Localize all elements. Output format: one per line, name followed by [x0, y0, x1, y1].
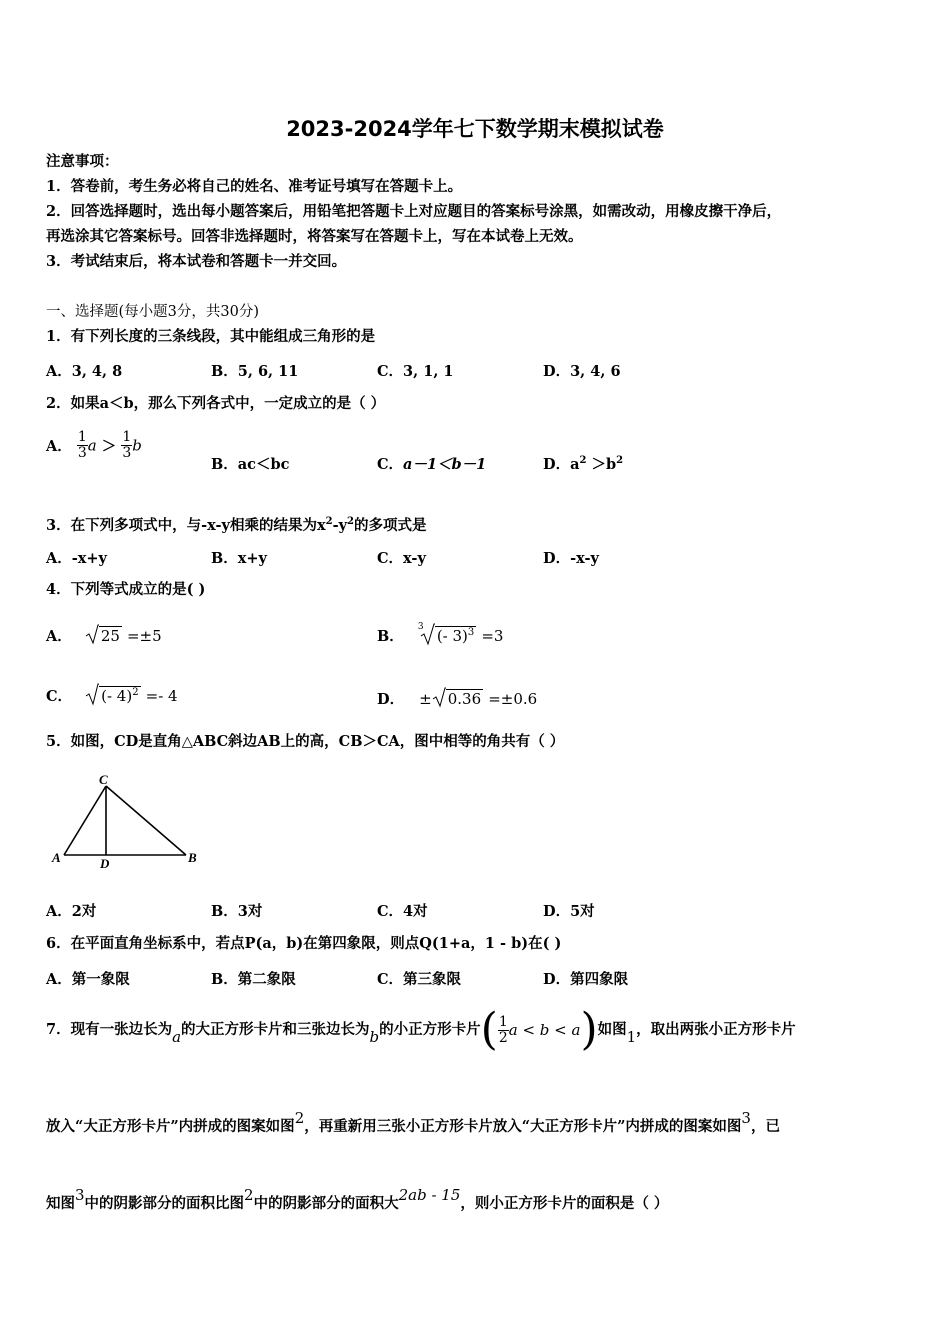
- q5-option-c: C．4对: [377, 903, 428, 920]
- question-1-stem: 1．有下列长度的三条线段，其中能组成三角形的是: [46, 328, 376, 345]
- question-2-stem: 2．如果a＜b，那么下列各式中，一定成立的是（ ）: [46, 395, 386, 412]
- q5-option-d: D．5对: [543, 903, 595, 920]
- label-b: B: [188, 850, 197, 865]
- triangle-figure: [46, 772, 216, 872]
- q3-option-d: D．-x-y: [543, 550, 599, 567]
- cube-root-sign-icon: [419, 623, 435, 647]
- notice-item: 3．考试结束后，将本试卷和答题卡一并交回。: [46, 253, 347, 270]
- q3-option-b: B．x+y: [211, 550, 267, 567]
- radical-sign-icon: [85, 683, 99, 707]
- question-7-line-2: 放入“大正方形卡片”内拼成的图案如图2，再重新用三张小正方形卡片放入“大正方形卡片”内拼成的图案如图3，已: [46, 1109, 780, 1135]
- q2-option-d: D．$a^2 >b^2$: [543, 455, 624, 473]
- q2-option-c: C．a－1＜b－1: [377, 456, 487, 473]
- q1-option-a: A．3, 4, 8: [46, 363, 123, 380]
- q3-option-c: C．x-y: [377, 550, 426, 567]
- notice-item: 再选涂其它答案标号。回答非选择题时，将答案写在答题卡上，写在本试卷上无效。: [46, 228, 583, 245]
- radical-sign-icon: [432, 687, 446, 709]
- q5-option-a: A．2对: [46, 903, 97, 920]
- notice-item: 2．回答选择题时，选出每小题答案后，用铅笔把答题卡上对应题目的答案标号涂黑，如需改动，用橡皮擦干净后，: [46, 203, 782, 220]
- fraction: $\frac{1}{3}$: [122, 429, 132, 461]
- q6-option-d: D．第四象限: [543, 971, 629, 988]
- q2-option-b: B．ac＜bc: [211, 456, 290, 473]
- q1-option-d: D．3, 4, 6: [543, 363, 621, 380]
- question-7-line-1: 7．现有一张边长为a的大正方形卡片和三张边长为b的小正方形卡片( $\frac{1}{2}$ a < b < a)如图1，取出两张小正方形卡片: [46, 1004, 796, 1055]
- q1-option-c: C．3, 1, 1: [377, 363, 454, 380]
- label-c: C: [99, 772, 108, 787]
- q3-option-a: A．-x+y: [46, 550, 107, 567]
- question-5-stem: 5．如图，CD是直角△ABC斜边AB上的高，CB＞CA，图中相等的角共有（ ）: [46, 733, 565, 750]
- section-heading: 一、选择题(每小题3分，共30分): [46, 304, 259, 320]
- notice-heading: 注意事项：: [46, 153, 119, 170]
- label-a: A: [52, 850, 61, 865]
- side-bc: [106, 786, 186, 855]
- q5-option-b: B．3对: [211, 903, 263, 920]
- question-6-stem: 6．在平面直角坐标系中，若点P(a，b)在第四象限，则点Q(1+a，1 - b)在( ): [46, 935, 562, 952]
- label-d: D: [100, 856, 110, 871]
- q6-option-a: A．第一象限: [46, 971, 130, 988]
- fraction: $\frac{1}{2}$: [498, 1013, 508, 1046]
- q1-option-b: B．5, 6, 11: [211, 363, 299, 380]
- radical-sign-icon: [85, 624, 99, 646]
- side-ac: [64, 786, 106, 855]
- q4-option-b: B． 3 (- 3)$^3$ =3: [377, 622, 504, 645]
- question-7-line-3: 知图3中的阴影部分的面积比图2中的阴影部分的面积大2ab - 15，则小正方形卡片的面积是（ ）: [46, 1186, 669, 1212]
- page-title: 2023-2024学年七下数学期末模拟试卷: [286, 117, 664, 141]
- q2-option-a: A． $\frac{1}{3}$ a ＞ $\frac{1}{3}$ b: [46, 429, 142, 461]
- fraction: $\frac{1}{3}$: [77, 429, 87, 461]
- question-3-stem: 3．在下列多项式中，与-x-y相乘的结果为$x^2-y^2$的多项式是: [46, 516, 427, 534]
- q6-option-c: C．第三象限: [377, 971, 462, 988]
- q4-option-a: A． 25 =±5: [46, 625, 162, 646]
- notice-item: 1．答卷前，考生务必将自己的姓名、准考证号填写在答题卡上。: [46, 178, 463, 195]
- q4-option-d: D． ± 0.36 =±0.6: [377, 688, 537, 709]
- question-4-stem: 4．下列等式成立的是( ): [46, 581, 206, 598]
- q6-option-b: B．第二象限: [211, 971, 296, 988]
- q4-option-c: C． (- 4)$^2$ =- 4: [46, 685, 178, 706]
